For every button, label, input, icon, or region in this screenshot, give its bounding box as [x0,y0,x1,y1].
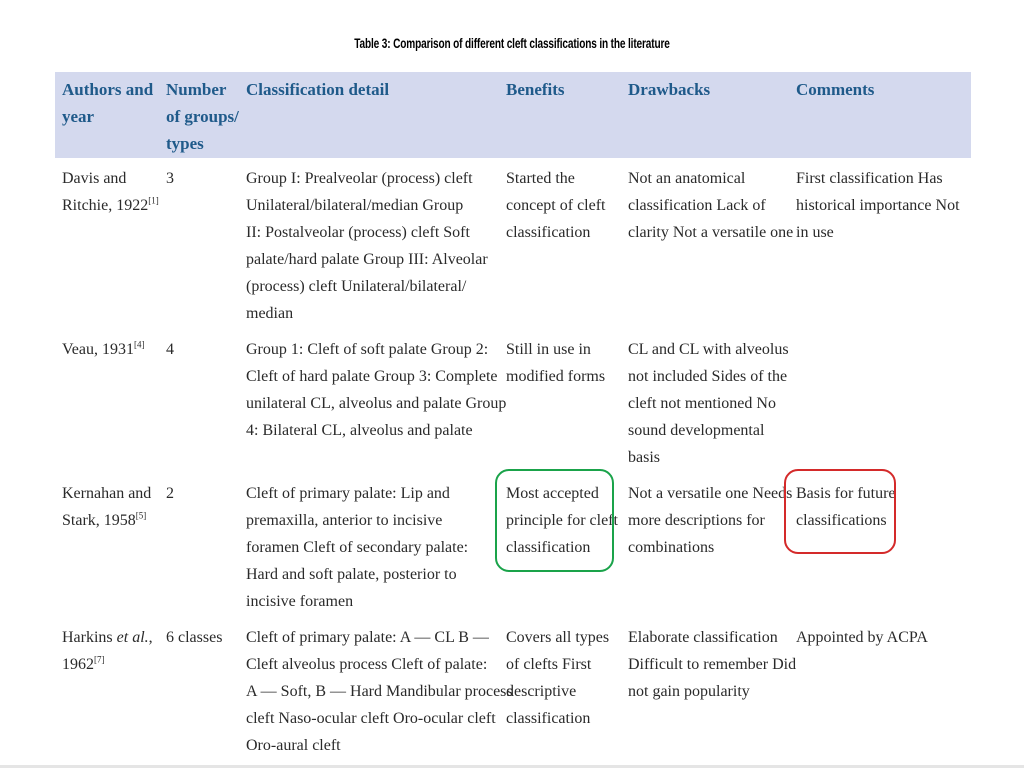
reference-superscript: [5] [135,510,147,521]
row1-drawbacks: Not an anatomical classification Lack of clarity Not a versatile one [628,170,794,241]
row2-number: 4 [166,341,174,358]
row1-benefits: Started the concept of cleft classification [506,170,606,241]
row4-comments: Appointed by ACPA [796,629,928,646]
row3-benefits: Most accepted principle for cleft classification [506,485,618,556]
highlight-box-green [495,469,614,572]
row1-detail: Group I: Prealveolar (process) cleft Unilateral/bilateral/median Group II: Postalveolar (process) cleft Soft palate/hard palate Group III: Alveolar (process) cleft Unilateral/bilateral/ median [246,170,488,322]
row4-number: 6 classes [166,629,223,646]
table-title: Table 3: Comparison of different cleft classifications in the literature [354,35,670,51]
header-benefits: Benefits [506,80,565,99]
reference-superscript: [1] [148,195,159,206]
header-number-of-groups: Number of groups/ types [166,80,239,153]
row4-authors: Harkins et al., 1962[7] [62,629,153,673]
header-drawbacks: Drawbacks [628,80,711,99]
highlight-box-red [784,469,896,554]
row3-authors: Kernahan and Stark, 1958[5] [62,485,152,529]
row2-detail: Group 1: Cleft of soft palate Group 2: Cleft of hard palate Group 3: Complete unilateral CL, alveolus and palate Group 4: Bilateral CL, alveolus and palate [246,341,507,439]
row2-drawbacks: CL and CL with alveolus not included Sides of the cleft not mentioned No sound developmental basis [628,341,789,466]
reference-superscript: [7] [94,654,105,665]
row3-detail: Cleft of primary palate: Lip and premaxilla, anterior to incisive foramen Cleft of secondary palate: Hard and soft palate, posterior to incisive foramen [246,485,469,610]
header-authors-year: Authors and year [62,80,154,126]
row1-authors: Davis and Ritchie, 1922[1] [62,170,159,214]
header-classification-detail: Classification detail [246,80,390,99]
row3-comments: Basis for future classifications [796,485,896,529]
row4-benefits: Covers all types of clefts First descriptive classification [506,629,610,727]
row3-drawbacks: Not a versatile one Needs more descriptions for combinations [628,485,793,556]
row4-drawbacks: Elaborate classification Difficult to remember Did not gain popularity [628,629,797,700]
row2-authors: Veau, 1931[4] [62,339,145,358]
row4-detail: Cleft of primary palate: A — CL B — Cleft alveolus process Cleft of palate: A — Soft, B — Hard Mandibular process cleft Naso-ocular cleft Oro-ocular cleft Oro-aural cleft [246,629,513,754]
row3-number: 2 [166,485,174,502]
row1-comments: First classification Has historical importance Not in use [796,170,960,241]
row1-number: 3 [166,170,174,187]
row2-benefits: Still in use in modified forms [506,341,606,385]
reference-superscript: [4] [133,339,145,350]
header-comments: Comments [796,80,875,99]
